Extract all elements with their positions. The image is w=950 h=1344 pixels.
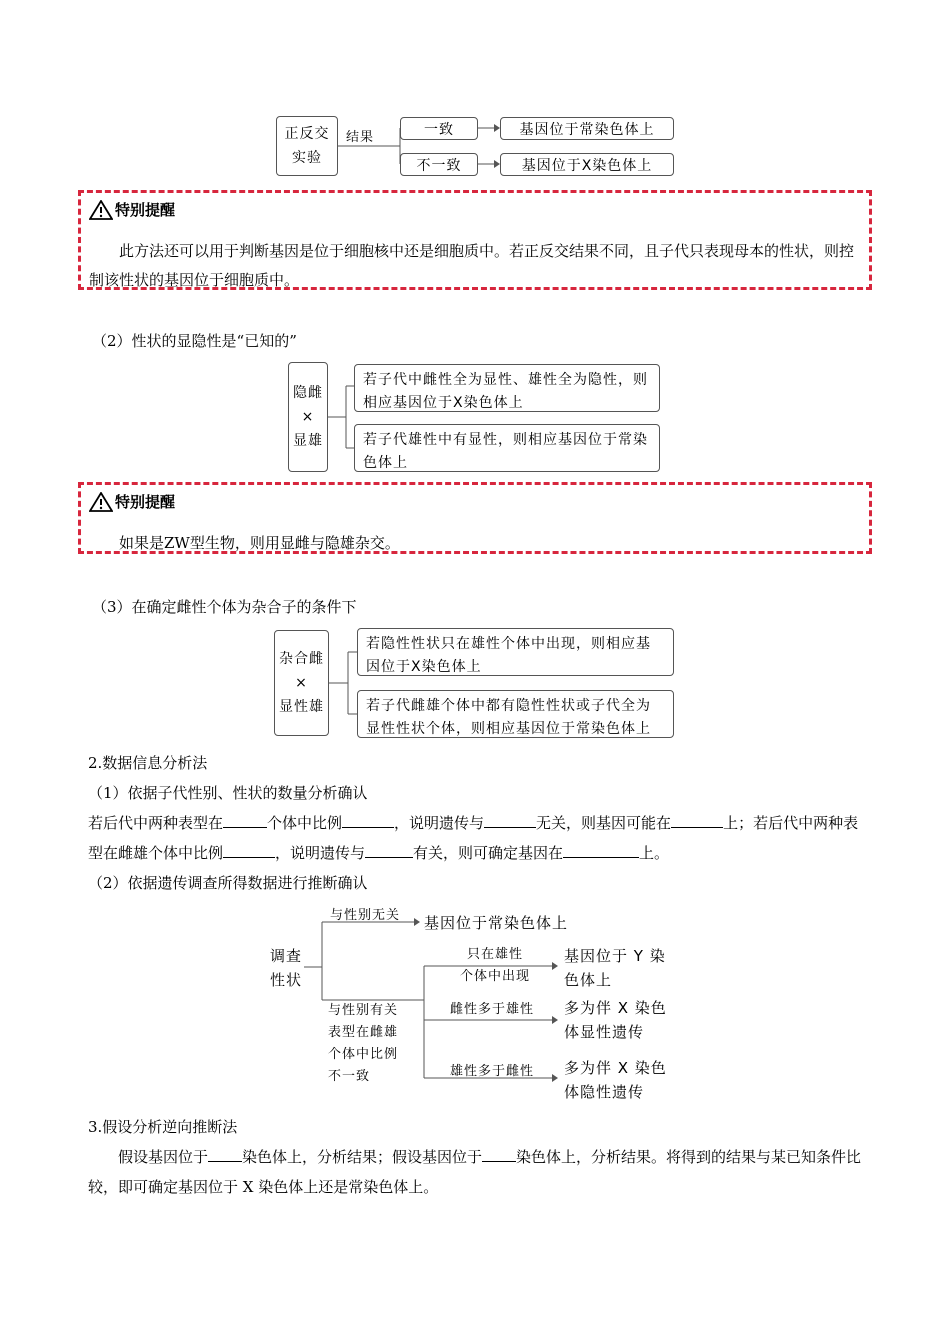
blank-4[interactable] [671, 809, 723, 828]
para-2-1-part8: 上。 [639, 844, 670, 862]
sub-heading-2-1: （1）依据子代性别、性状的数量分析确认 [88, 784, 368, 802]
blank-1[interactable] [223, 809, 267, 828]
diagram2-result-a: 若子代中雌性全为显性、雄性全为隐性，则相应基因位于X染色体上 [354, 364, 660, 412]
lower-label-line2: 表型在雌雄 [328, 1025, 399, 1040]
blank-8[interactable] [208, 1143, 242, 1162]
diagram2-root-box [288, 362, 328, 472]
lower-label-line3: 个体中比例 [328, 1047, 399, 1062]
paragraph-2-1 [88, 808, 868, 868]
heading-3: 3.假设分析逆向推断法 [88, 1118, 238, 1136]
para-2-1-part7: 有关，则可确定基因在 [413, 844, 564, 862]
section2-heading: （2）性状的显隐性是“已知的” [92, 332, 297, 350]
reminder-box-1 [78, 190, 872, 290]
c1-label-line1: 只在雄性 [467, 947, 524, 962]
c2-result-line1: 多为伴 X 染色 [564, 999, 667, 1017]
paragraph-3 [88, 1142, 868, 1202]
reminder-title-text-1: 特别提醒 [115, 201, 176, 219]
blank-2[interactable] [342, 809, 394, 828]
c3-result-line2: 体隐性遗传 [564, 1083, 645, 1101]
diagram1-result-b [500, 153, 674, 176]
warning-icon [89, 492, 113, 512]
diagram3-root-line2: × [295, 675, 308, 691]
reminder-body-1: 此方法还可以用于判断基因是位于细胞核中还是细胞质中。若正反交结果不同，且子代只表现母本的性状，则控制该性状的基因位于细胞质中。 [89, 242, 855, 289]
diagram1-branch-b [400, 153, 478, 176]
para-2-1-part6: ，说明遗传与 [275, 844, 366, 862]
diagram4-c3-result [564, 1056, 667, 1104]
diagram4-root-line2: 性状 [270, 971, 303, 989]
branch-b-text: 不一致 [416, 157, 462, 174]
diagram1-label: 结果 [346, 130, 375, 145]
diagram4-c2-label: 雌性多于雄性 [450, 1002, 535, 1017]
diagram3-result-a: 若隐性性状只在雄性个体中出现，则相应基因位于X染色体上 [357, 628, 674, 676]
sub-heading-2-2: （2）依据遗传调查所得数据进行推断确认 [88, 874, 368, 892]
blank-6[interactable] [365, 839, 413, 858]
diagram2-root-line3: 显雄 [293, 433, 323, 449]
diagram4-lower-label [328, 1000, 398, 1088]
para-2-1-part1: 若后代中两种表型在 [88, 814, 224, 832]
diagram1-branch-a [400, 117, 478, 140]
para-2-1-part5: 上；若后代中两种表型在雌雄个体中比例 [88, 814, 859, 862]
diagram4-root [270, 944, 302, 992]
blank-5[interactable] [223, 839, 275, 858]
para-3-part3: 染色体上，分析结果。将得到的结果与某已知条件比较，即可确定基因位于 X 染色体上还是常染色体上。 [88, 1148, 862, 1196]
diagram3-root-box [274, 630, 329, 736]
c3-result-line1: 多为伴 X 染色 [564, 1059, 667, 1077]
blank-9[interactable] [482, 1143, 516, 1162]
para-2-1-part2: 个体中比例 [267, 814, 343, 832]
diagram2-root-line1: 隐雌 [293, 385, 323, 401]
c1-result-line2: 色体上 [564, 971, 613, 989]
diagram3-root-line3: 显性雄 [279, 699, 324, 715]
diagram4-c2-result [564, 996, 667, 1044]
reminder-title-1 [89, 199, 175, 220]
warning-icon [89, 200, 113, 220]
para-2-1-part3: ，说明遗传与 [394, 814, 485, 832]
result-a-text: 基因位于常染色体上 [519, 121, 655, 138]
blank-3[interactable] [484, 809, 536, 828]
para-2-1-part4: 无关，则基因可能在 [536, 814, 672, 832]
lower-label-line4: 不一致 [328, 1069, 371, 1084]
diagram4-upper-label: 与性别无关 [330, 908, 401, 923]
diagram1-result-a [500, 117, 674, 140]
reminder-title-text-2: 特别提醒 [115, 493, 176, 511]
branch-a-text: 一致 [424, 121, 454, 138]
diagram3-result-b: 若子代雌雄个体中都有隐性性状或子代全为显性性状个体，则相应基因位于常染色体上 [357, 690, 674, 738]
diagram4-upper-result: 基因位于常染色体上 [424, 914, 569, 932]
heading-2: 2.数据信息分析法 [88, 754, 208, 772]
c1-label-line2: 个体中出现 [460, 969, 531, 984]
lower-label-line1: 与性别有关 [328, 1003, 399, 1018]
para-3-part1: 假设基因位于 [118, 1148, 209, 1166]
reminder-title-2 [89, 491, 175, 512]
reminder-box-2 [78, 482, 872, 554]
c2-result-line2: 体显性遗传 [564, 1023, 645, 1041]
diagram4-c3-label: 雄性多于雌性 [450, 1064, 535, 1079]
reminder-body-2: 如果是ZW型生物，则用显雌与隐雄杂交。 [119, 534, 400, 552]
section3-heading: （3）在确定雌性个体为杂合子的条件下 [92, 598, 357, 616]
diagram1-root-line2: 实验 [292, 150, 322, 166]
diagram4-c1-label [460, 944, 530, 988]
diagram1-root-box [276, 116, 338, 176]
para-3-part2: 染色体上，分析结果；假设基因位于 [242, 1148, 483, 1166]
result-b-text: 基因位于X染色体上 [521, 157, 653, 174]
diagram4-root-line1: 调查 [270, 947, 303, 965]
diagram1-root-line1: 正反交 [284, 126, 330, 142]
blank-7[interactable] [563, 839, 639, 858]
c1-result-line1: 基因位于 Y 染 [564, 947, 666, 965]
diagram4-c1-result [564, 944, 666, 992]
diagram3-root-line1: 杂合雌 [279, 651, 324, 667]
diagram2-root-line2: × [301, 409, 315, 425]
diagram2-result-b: 若子代雄性中有显性，则相应基因位于常染色体上 [354, 424, 660, 472]
